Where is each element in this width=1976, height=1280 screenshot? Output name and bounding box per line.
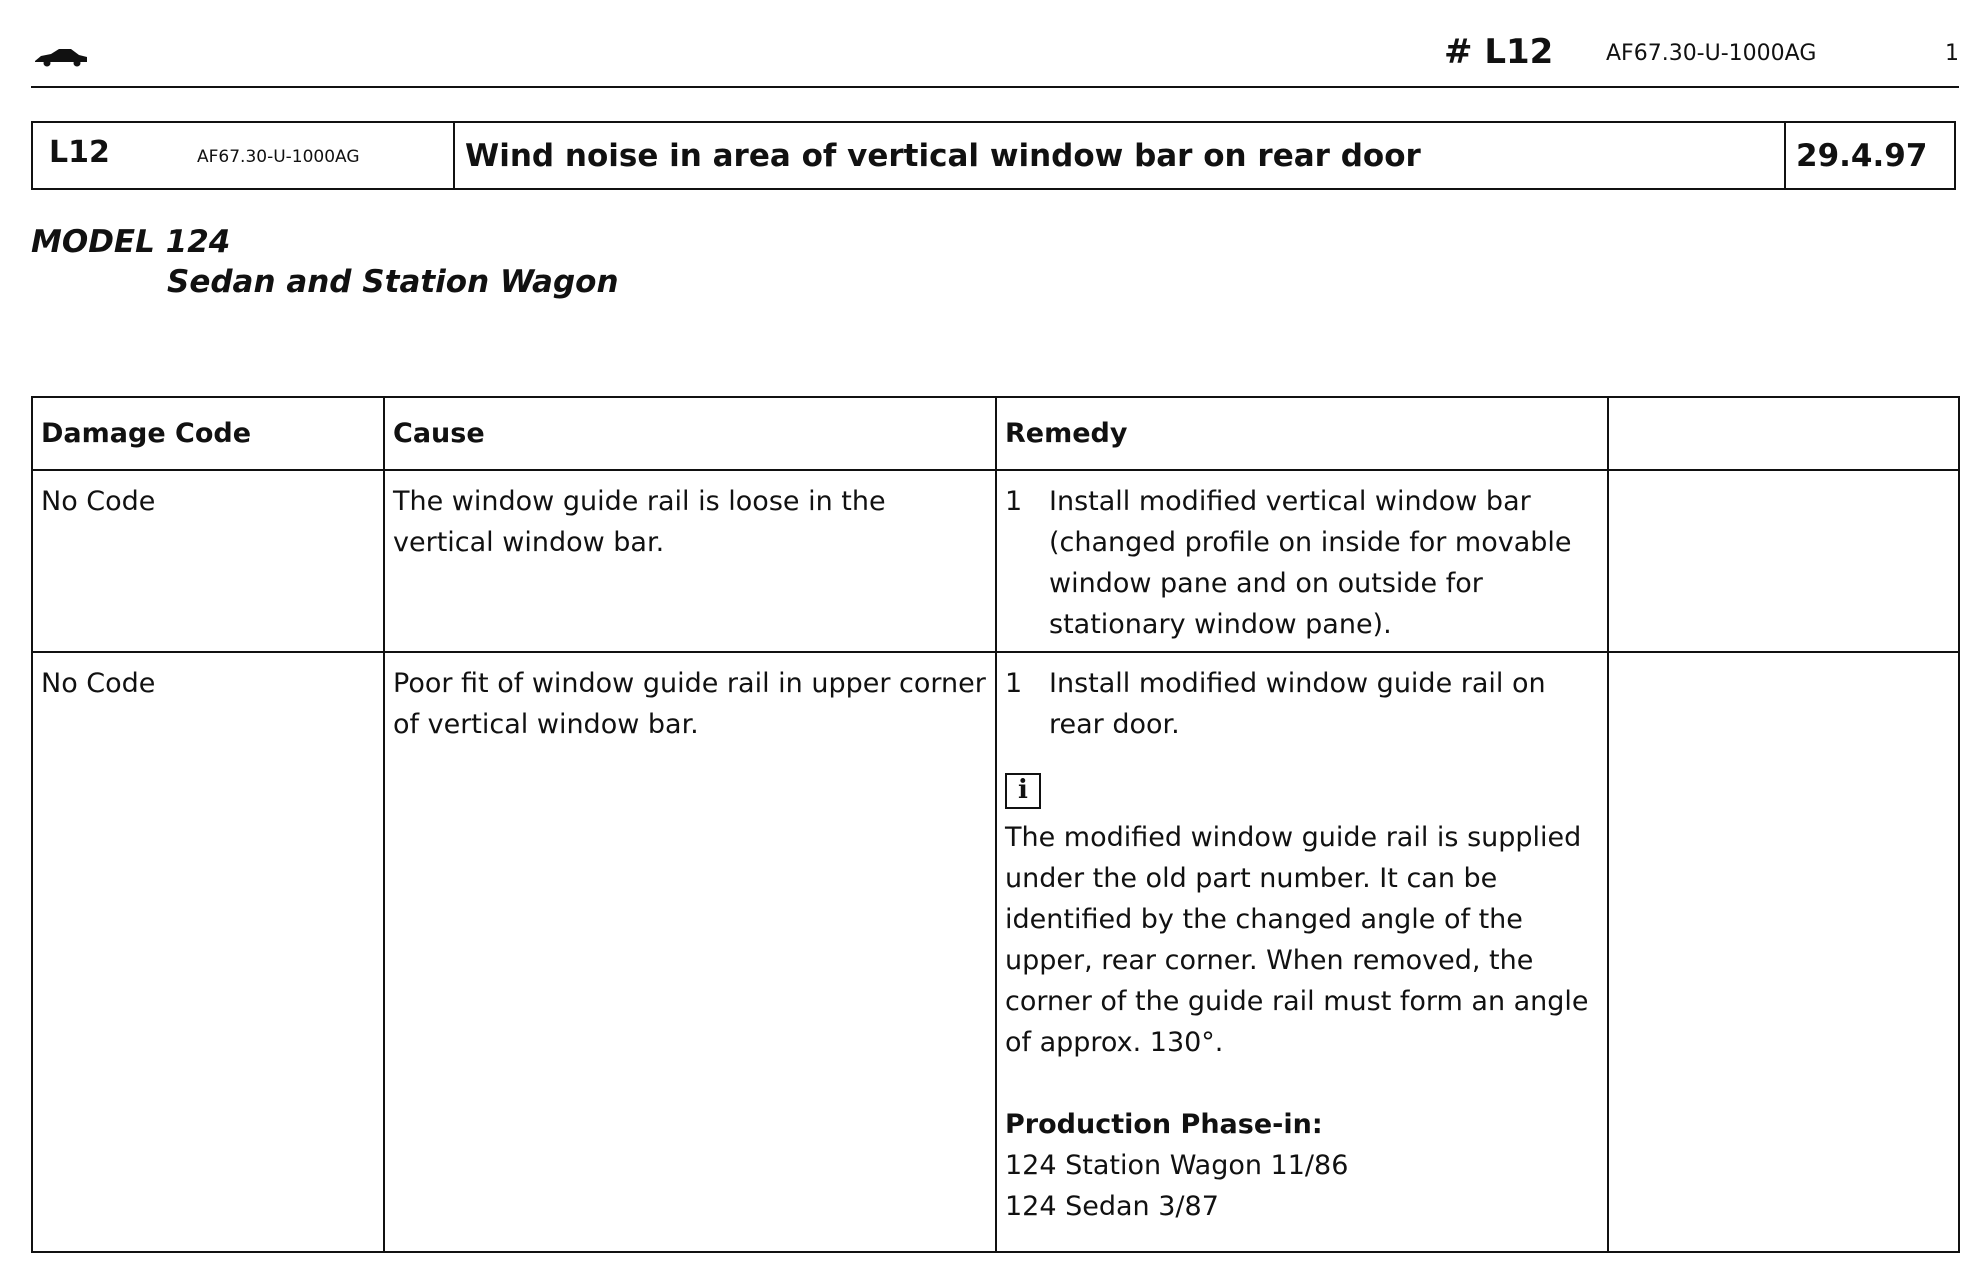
damage-code-cell: No Code: [32, 652, 384, 1252]
remedy-cell: [996, 652, 1608, 1252]
info-note: The modified window guide rail is supplied under the old part number. It can be identified by the changed angle of the upper, rear corner. When removed, the corner of the guide rail must form an angle of approx. 130°.: [1005, 822, 1589, 1058]
damage-code-cell: No Code: [32, 470, 384, 652]
table-row: [32, 652, 1959, 1252]
page-number: 1: [1945, 41, 1959, 66]
remedy-step: [1005, 663, 1599, 745]
cause-cell: The window guide rail is loose in the vertical window bar.: [384, 470, 996, 652]
table-row: [32, 470, 1959, 652]
bulletin-reference: AF67.30-U-1000AG: [197, 147, 360, 167]
step-text: Install modified window guide rail on rear door.: [1049, 668, 1546, 740]
phase-in-line: 124 Station Wagon 11/86: [1005, 1150, 1349, 1181]
header-remedy: Remedy: [996, 397, 1608, 470]
header-damage-code: Damage Code: [32, 397, 384, 470]
model-heading: MODEL 124: [31, 224, 231, 260]
remedy-step: [1005, 481, 1599, 645]
phase-in-line: 124 Sedan 3/87: [1005, 1191, 1219, 1222]
model-variants: Sedan and Station Wagon: [167, 264, 619, 300]
step-text: Install modified vertical window bar (changed profile on inside for movable window pane and on outside for stationary window pane).: [1049, 486, 1572, 640]
bulletin-date: 29.4.97: [1796, 137, 1928, 174]
title-block: [31, 121, 1956, 190]
title-code-cell: [33, 123, 455, 188]
car-icon: [33, 46, 89, 70]
info-icon: i: [1005, 773, 1041, 809]
header-blank: [1608, 397, 1959, 470]
production-phase-in-title: Production Phase-in:: [1005, 1109, 1323, 1140]
document-reference: AF67.30-U-1000AG: [1606, 41, 1817, 66]
remedy-cell: [996, 470, 1608, 652]
step-number: 1: [1005, 668, 1023, 699]
blank-cell: [1608, 470, 1959, 652]
blank-cell: [1608, 652, 1959, 1252]
page-header: [31, 30, 1959, 88]
cause-cell: Poor fit of window guide rail in upper corner of vertical window bar.: [384, 652, 996, 1252]
bulletin-code: L12: [49, 135, 110, 170]
header-cause: Cause: [384, 397, 996, 470]
table-header-row: [32, 397, 1959, 470]
step-number: 1: [1005, 486, 1023, 517]
damage-remedy-table: [31, 396, 1960, 1253]
bulletin-title: Wind noise in area of vertical window bar on rear door: [455, 123, 1786, 188]
document-number: # L12: [1444, 32, 1554, 72]
